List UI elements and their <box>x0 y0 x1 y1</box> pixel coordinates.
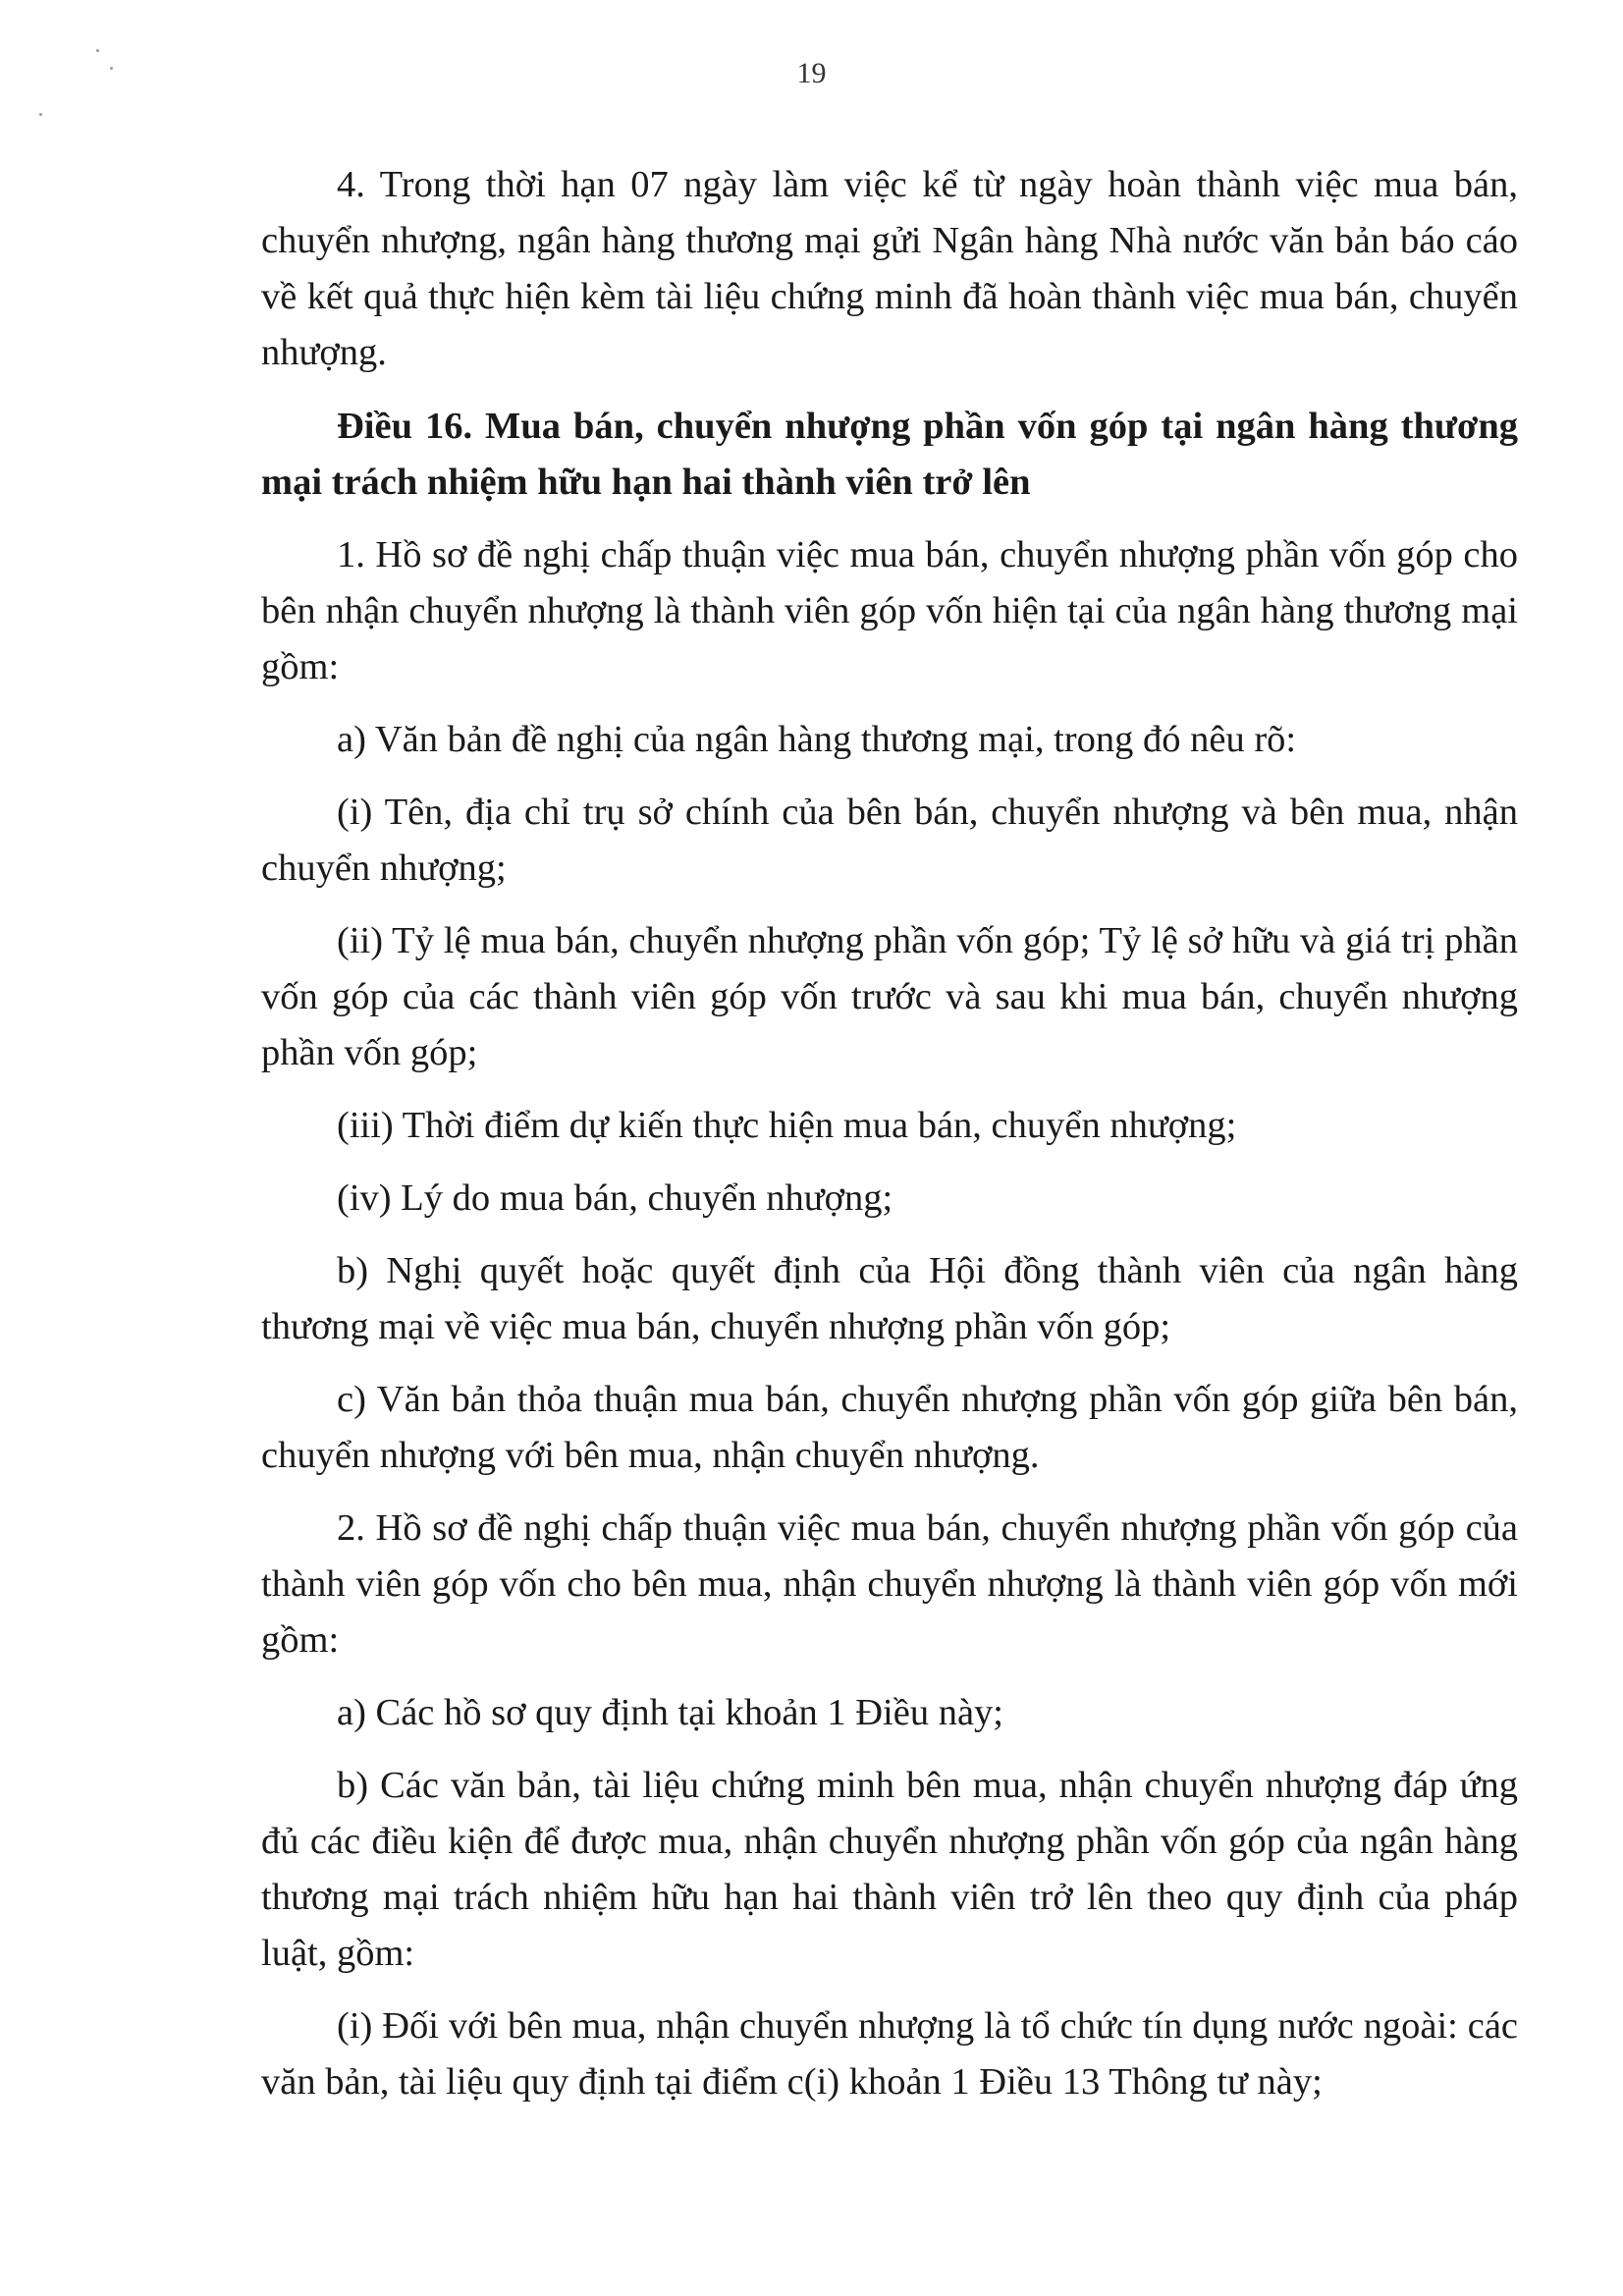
scan-artifact <box>96 49 99 52</box>
document-body <box>261 157 1518 2127</box>
paragraph-clause-1: 1. Hồ sơ đề nghị chấp thuận việc mua bán, chuyển nhượng phần vốn góp cho bên nhận chuyển nhượng là thành viên góp vốn hiện tại của ngân hàng thương mại gồm: <box>261 534 1518 687</box>
paragraph-item-i: (i) Tên, địa chỉ trụ sở chính của bên bán, chuyển nhượng và bên mua, nhận chuyển nhượng; <box>261 792 1518 889</box>
page-number: 19 <box>796 57 827 89</box>
paragraph-clause-2-point-b: b) Các văn bản, tài liệu chứng minh bên mua, nhận chuyển nhượng đáp ứng đủ các điều kiện để được mua, nhận chuyển nhượng phần vốn góp của ngân hàng thương mại trách nhiệm hữu hạn hai thành viên trở lên theo quy định của pháp luật, gồm: <box>261 1765 1518 1974</box>
paragraph-clause-2-item-i: (i) Đối với bên mua, nhận chuyển nhượng là tổ chức tín dụng nước ngoài: các văn bản, tài liệu quy định tại điểm c(i) khoản 1 Điều 13 Thông tư này; <box>261 2005 1518 2103</box>
scan-artifact <box>39 113 42 116</box>
paragraph-clause-2-point-a: a) Các hồ sơ quy định tại khoản 1 Điều này; <box>337 1692 1003 1733</box>
paragraph-item-iii: (iii) Thời điểm dự kiến thực hiện mua bán, chuyển nhượng; <box>337 1105 1237 1146</box>
paragraph-item-ii: (ii) Tỷ lệ mua bán, chuyển nhượng phần vốn góp; Tỷ lệ sở hữu và giá trị phần vốn góp của các thành viên góp vốn trước và sau khi mua bán, chuyển nhượng phần vốn góp; <box>261 920 1518 1073</box>
article-16-heading: Điều 16. Mua bán, chuyển nhượng phần vốn góp tại ngân hàng thương mại trách nhiệm hữu hạn hai thành viên trở lên <box>261 406 1518 503</box>
paragraph-point-a: a) Văn bản đề nghị của ngân hàng thương mại, trong đó nêu rõ: <box>337 719 1297 760</box>
paragraph-clause-4: 4. Trong thời hạn 07 ngày làm việc kể từ ngày hoàn thành việc mua bán, chuyển nhượng, ngân hàng thương mại gửi Ngân hàng Nhà nước văn bản báo cáo về kết quả thực hiện kèm tài liệu chứng minh đã hoàn thành việc mua bán, chuyển nhượng. <box>261 164 1518 373</box>
paragraph-clause-2: 2. Hồ sơ đề nghị chấp thuận việc mua bán, chuyển nhượng phần vốn góp của thành viên góp vốn cho bên mua, nhận chuyển nhượng là thành viên góp vốn mới gồm: <box>261 1507 1518 1661</box>
paragraph-point-b: b) Nghị quyết hoặc quyết định của Hội đồng thành viên của ngân hàng thương mại về việc mua bán, chuyển nhượng phần vốn góp; <box>261 1250 1518 1347</box>
paragraph-item-iv: (iv) Lý do mua bán, chuyển nhượng; <box>337 1177 893 1219</box>
paragraph-point-c: c) Văn bản thỏa thuận mua bán, chuyển nhượng phần vốn góp giữa bên bán, chuyển nhượng với bên mua, nhận chuyển nhượng. <box>261 1379 1518 1476</box>
